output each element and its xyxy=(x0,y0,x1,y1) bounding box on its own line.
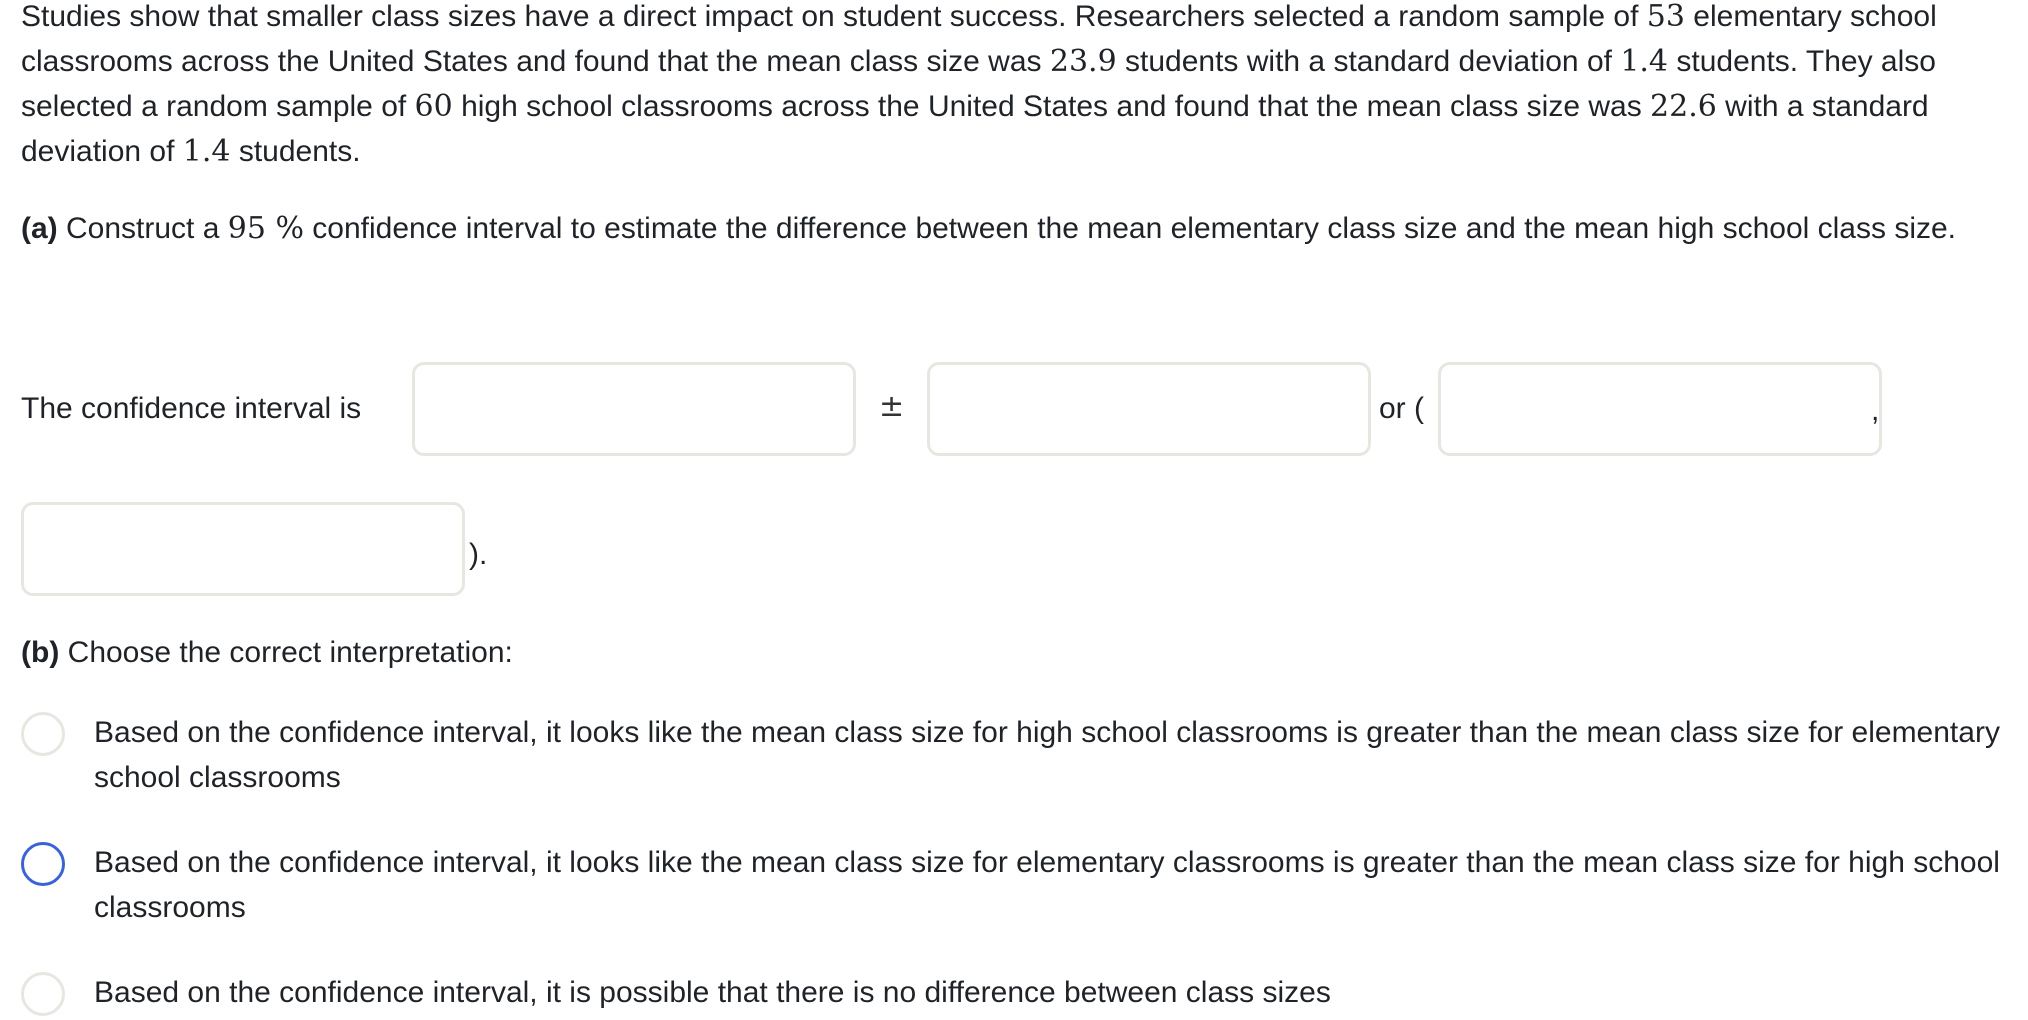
problem-statement: Studies show that smaller class sizes have a direct impact on student success. Researchers selected a random sample of 53 elementary school classrooms across the United States and found that the mean class size was 23.9 students with a standard deviation of 1.4 students. They also selected a random sample of 60 high school classrooms across the United States and found that the mean class size was 22.6 with a standard deviation of 1.4 students. xyxy=(21,0,1937,169)
option-text: Based on the confidence interval, it is possible that there is no difference between class sizes xyxy=(94,976,1331,1009)
question-content xyxy=(21,0,2011,1009)
confidence-level: 95 % xyxy=(227,211,304,246)
radio-button[interactable] xyxy=(21,972,65,1016)
part-b-prompt: (b) Choose the correct interpretation: xyxy=(21,636,513,669)
confidence-interval-row xyxy=(21,362,2011,458)
point-estimate-input[interactable] xyxy=(412,362,856,456)
confidence-interval-row-2 xyxy=(21,502,621,598)
option-no-difference[interactable] xyxy=(21,970,2011,1015)
sample-size-high-school: 60 xyxy=(414,89,453,124)
option-high-school-greater[interactable] xyxy=(21,710,2011,800)
lower-bound-input[interactable] xyxy=(1438,362,1882,456)
mean-elementary: 23.9 xyxy=(1049,44,1117,79)
upper-bound-input[interactable] xyxy=(21,502,465,596)
sd-elementary: 1.4 xyxy=(1620,44,1669,79)
ci-label: The confidence interval is xyxy=(21,392,362,425)
mean-high-school: 22.6 xyxy=(1650,89,1717,124)
part-a-prompt: (a) Construct a 95 % confidence interval to estimate the difference between the mean elementary class size and the mean high school class size. xyxy=(21,211,1957,246)
plus-minus-symbol: ± xyxy=(879,389,905,424)
option-text: Based on the confidence interval, it looks like the mean class size for elementary classrooms is greater than the mean class size for high school classrooms xyxy=(94,846,2000,924)
option-elementary-greater[interactable] xyxy=(21,840,2011,930)
radio-button[interactable] xyxy=(21,842,65,886)
close-paren: ). xyxy=(469,538,488,571)
sample-size-elementary: 53 xyxy=(1646,0,1685,34)
option-text: Based on the confidence interval, it looks like the mean class size for high school classrooms is greater than the mean class size for elementary school classrooms xyxy=(94,716,2000,794)
part-a-label: (a) xyxy=(21,212,58,245)
margin-of-error-input[interactable] xyxy=(927,362,1371,456)
comma-separator: , xyxy=(1871,394,1880,427)
part-b-label: (b) xyxy=(21,636,60,669)
sd-high-school: 1.4 xyxy=(182,134,231,169)
or-open-paren: or ( xyxy=(1379,392,1424,425)
radio-button[interactable] xyxy=(21,712,65,756)
